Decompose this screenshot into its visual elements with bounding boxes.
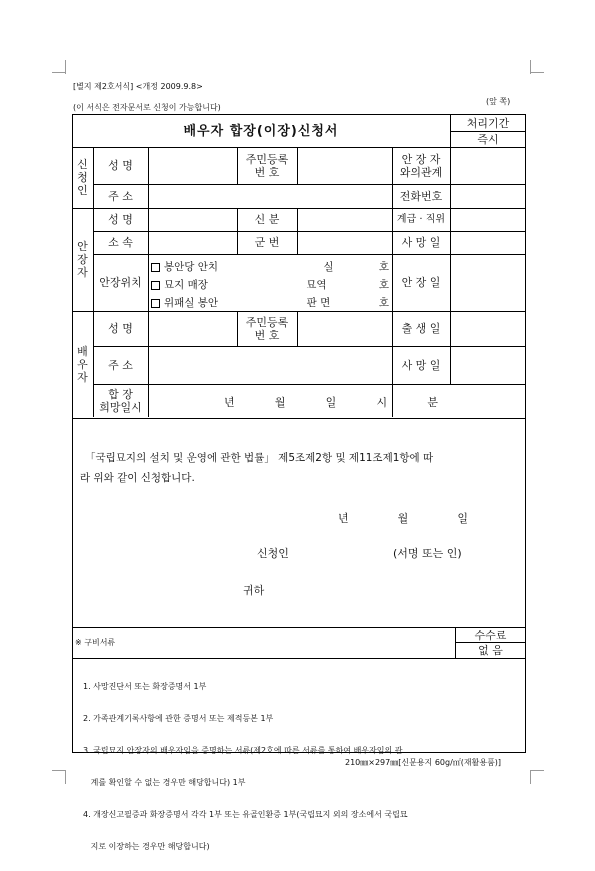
deceased-location-label: 안장위치: [99, 276, 142, 289]
spouse-name-field[interactable]: [148, 311, 237, 346]
statement-line-1: 「국립묘지의 설치 및 운영에 관한 법률」 제5조제2항 및 제11조제1항에 따: [85, 452, 434, 464]
applicant-sign-label: 신청인: [257, 547, 289, 560]
location-option[interactable]: 위패실 봉안 판 면 호: [151, 294, 389, 312]
deceased-rank-field[interactable]: [450, 208, 526, 231]
spouse-birth-label: 출 생 일: [401, 322, 441, 335]
applicant-relation-label: 안 장 자 와의관계: [399, 153, 443, 179]
statement-line-2: 라 위와 같이 신청합니다.: [80, 472, 195, 484]
spouse-death-field[interactable]: [450, 346, 526, 384]
processing-value: 즉시: [477, 132, 499, 146]
spouse-address-field[interactable]: [148, 346, 392, 384]
location-options: [151, 258, 389, 312]
list-item: 2. 가족관계기록사항에 관한 증명서 또는 제적등본 1부: [83, 714, 274, 723]
processing-label: 처리기간: [466, 116, 510, 130]
statement-date[interactable]: 년 월 일: [338, 512, 468, 525]
spouse-address-label: 주 소: [108, 358, 133, 372]
fee-label: 수수료: [474, 628, 507, 642]
crop-mark: [65, 60, 66, 74]
form-number: [별지 제2호서식] <개정 2009.9.8>: [73, 82, 203, 91]
page-side-mark: (앞 쪽): [486, 97, 511, 106]
checkbox[interactable]: [151, 281, 160, 290]
applicant-address-label: 주 소: [108, 189, 133, 203]
crop-mark: [530, 770, 531, 784]
desired-date-field[interactable]: 년 월 일 시 분: [224, 396, 438, 409]
crop-mark: [52, 770, 66, 771]
deceased-death-label: 사 망 일: [401, 236, 441, 249]
list-item: 3. 국립묘지 안장자의 배우자임을 증명하는 서류(제2호에 따른 서류를 통하여 배우자임의 관: [83, 746, 403, 755]
list-item: 4. 개장신고필증과 화장증명서 각각 1부 또는 유골인환증 1부(국립묘지 외의 장소에서 국립묘: [83, 810, 408, 819]
deceased-name-field[interactable]: [148, 208, 237, 231]
deceased-status-label: 신 분: [254, 213, 280, 226]
list-item: 지로 이장하는 경우만 해당합니다): [83, 842, 210, 851]
deceased-service-label: 군 번: [254, 236, 280, 249]
electronic-note: (이 서식은 전자문서로 신청이 가능합니다): [73, 103, 221, 112]
deceased-rank-label: 계급 · 직위: [396, 214, 446, 225]
checkbox[interactable]: [151, 299, 160, 308]
crop-mark: [65, 770, 66, 784]
applicant-relation-field[interactable]: [450, 148, 526, 184]
desired-date-label: 합 장 희망일시: [99, 387, 142, 414]
applicant-name-label: 성 명: [108, 159, 133, 172]
paper-spec: 210㎜×297㎜[신문용지 60g/㎡(재활용품)]: [345, 758, 502, 767]
applicant-phone-field[interactable]: [450, 184, 526, 208]
crop-mark: [530, 72, 544, 73]
crop-mark: [530, 770, 544, 771]
deceased-unit-label: 소 속: [108, 236, 133, 249]
crop-mark: [52, 72, 66, 73]
applicant-id-field[interactable]: [297, 148, 392, 184]
list-item: 1. 사망진단서 또는 화장증명서 1부: [83, 682, 207, 691]
deceased-death-field[interactable]: [450, 231, 526, 254]
checkbox[interactable]: [151, 263, 160, 272]
documents-title: ※ 구비서류: [75, 638, 116, 647]
spouse-id-field[interactable]: [297, 311, 392, 346]
location-option[interactable]: 봉안당 안치 실 호: [151, 258, 389, 276]
location-option[interactable]: 묘지 매장 묘역 호: [151, 276, 389, 294]
spouse-group-label: 배 우 자: [77, 344, 88, 384]
spouse-death-label: 사 망 일: [401, 358, 441, 372]
deceased-service-field[interactable]: [297, 231, 392, 254]
applicant-address-field[interactable]: [148, 184, 392, 208]
deceased-group-label: 안 장 자: [77, 240, 88, 279]
recipient-label: 귀하: [243, 584, 265, 597]
deceased-burial-label: 안 장 일: [401, 276, 441, 289]
page-title: 배우자 합장(이장)신청서: [183, 123, 339, 139]
crop-mark: [530, 60, 531, 74]
applicant-phone-label: 전화번호: [399, 189, 443, 203]
deceased-name-label: 성 명: [108, 213, 133, 226]
fee-value: 없 음: [478, 644, 503, 657]
spouse-name-label: 성 명: [108, 322, 133, 335]
applicant-id-label: 주민등록 번 호: [245, 153, 289, 179]
spouse-birth-field[interactable]: [450, 311, 526, 346]
deceased-burial-field[interactable]: [450, 254, 526, 311]
spouse-id-label: 주민등록 번 호: [245, 315, 289, 342]
signature-field[interactable]: (서명 또는 인): [393, 547, 462, 560]
list-item: 계를 확인할 수 없는 경우만 해당합니다) 1부: [83, 778, 246, 787]
applicant-group-label: 신 청 인: [77, 158, 88, 197]
deceased-unit-field[interactable]: [148, 231, 237, 254]
deceased-status-field[interactable]: [297, 208, 392, 231]
applicant-name-field[interactable]: [148, 148, 237, 184]
